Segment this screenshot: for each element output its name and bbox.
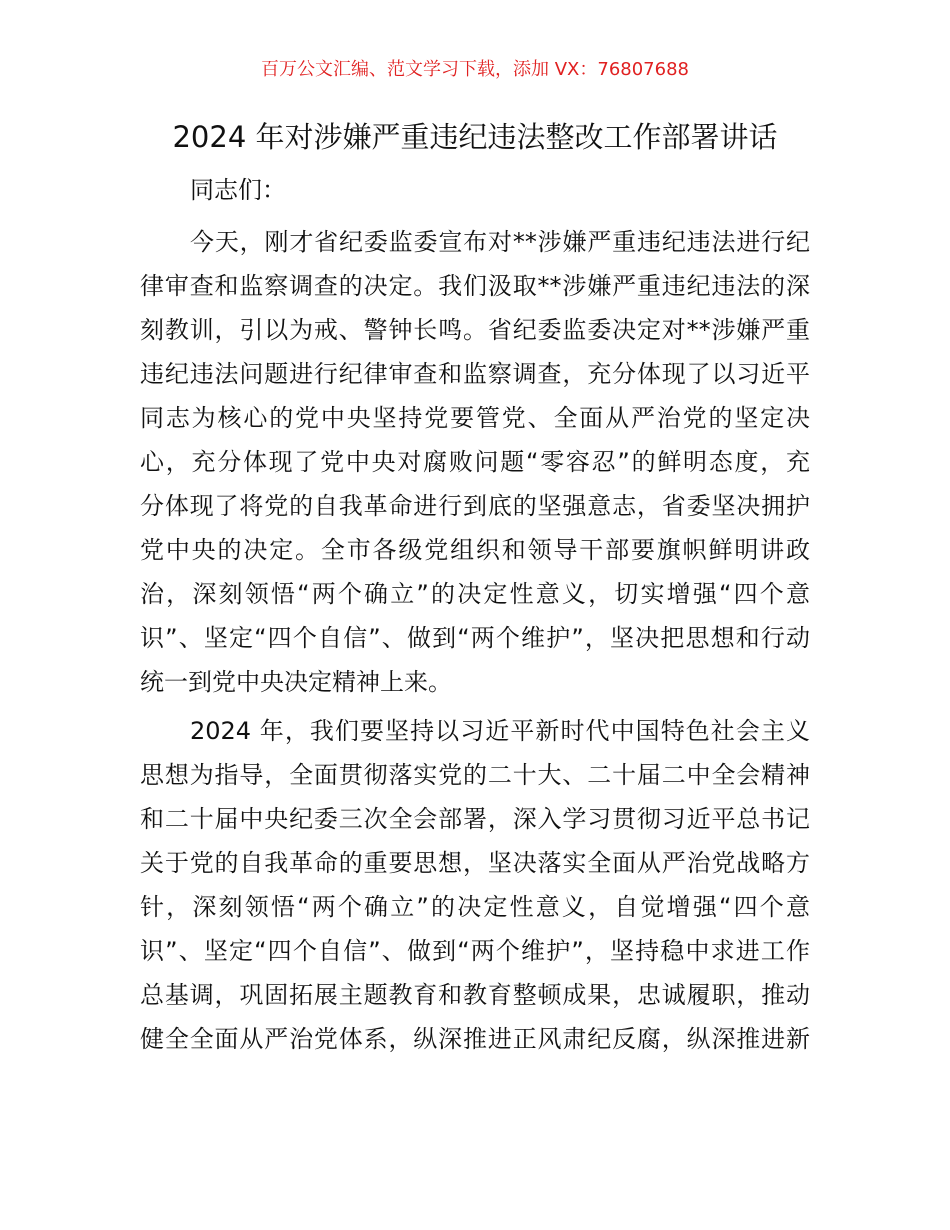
paragraph-line: 健全全面从严治党体系，纵深推进正风肃纪反腐，纵深推进新: [140, 1025, 810, 1053]
paragraph-line: 刻教训，引以为戒、警钟长鸣。省纪委监委决定对**涉嫌严重: [140, 316, 810, 344]
paragraph-line: 总基调，巩固拓展主题教育和教育整顿成果，忠诚履职，推动: [140, 981, 810, 1009]
paragraph-line: 和二十届中央纪委三次全会部署，深入学习贯彻习近平总书记: [140, 805, 810, 833]
paragraph-line: 针，深刻领悟“两个确立”的决定性意义，自觉增强“四个意: [140, 893, 810, 921]
salutation: 同志们：: [190, 176, 286, 204]
paragraph-2: [140, 709, 810, 1061]
paragraph-line: 心，充分体现了党中央对腐败问题“零容忍”的鲜明态度，充: [140, 448, 810, 476]
download-notice: 百万公文汇编、范文学习下载，添加 VX：76807688: [261, 59, 689, 80]
paragraph-line: 党中央的决定。全市各级党组织和领导干部要旗帜鲜明讲政: [140, 536, 810, 564]
paragraph-line: 关于党的自我革命的重要思想，坚决落实全面从严治党战略方: [140, 849, 810, 877]
paragraph-1: [140, 220, 810, 704]
paragraph-line: 分体现了将党的自我革命进行到底的坚强意志，省委坚决拥护: [140, 492, 810, 520]
document-title: 2024 年对涉嫌严重违纪违法整改工作部署讲话: [172, 120, 778, 154]
paragraph-line: 律审查和监察调查的决定。我们汲取**涉嫌严重违纪违法的深: [140, 272, 810, 300]
paragraph-line: 2024 年，我们要坚持以习近平新时代中国特色社会主义: [190, 717, 810, 745]
paragraph-line: 统一到党中央决定精神上来。: [140, 668, 452, 696]
paragraph-line: 思想为指导，全面贯彻落实党的二十大、二十届二中全会精神: [140, 761, 810, 789]
paragraph-line: 同志为核心的党中央坚持党要管党、全面从严治党的坚定决: [140, 404, 810, 432]
paragraph-line: 治，深刻领悟“两个确立”的决定性意义，切实增强“四个意: [140, 580, 810, 608]
paragraph-line: 识”、坚定“四个自信”、做到“两个维护”，坚决把思想和行动: [140, 624, 810, 652]
paragraph-line: 今天，刚才省纪委监委宣布对**涉嫌严重违纪违法进行纪: [190, 228, 810, 256]
paragraph-line: 违纪违法问题进行纪律审查和监察调查，充分体现了以习近平: [140, 360, 810, 388]
paragraph-line: 识”、坚定“四个自信”、做到“两个维护”，坚持稳中求进工作: [140, 937, 810, 965]
